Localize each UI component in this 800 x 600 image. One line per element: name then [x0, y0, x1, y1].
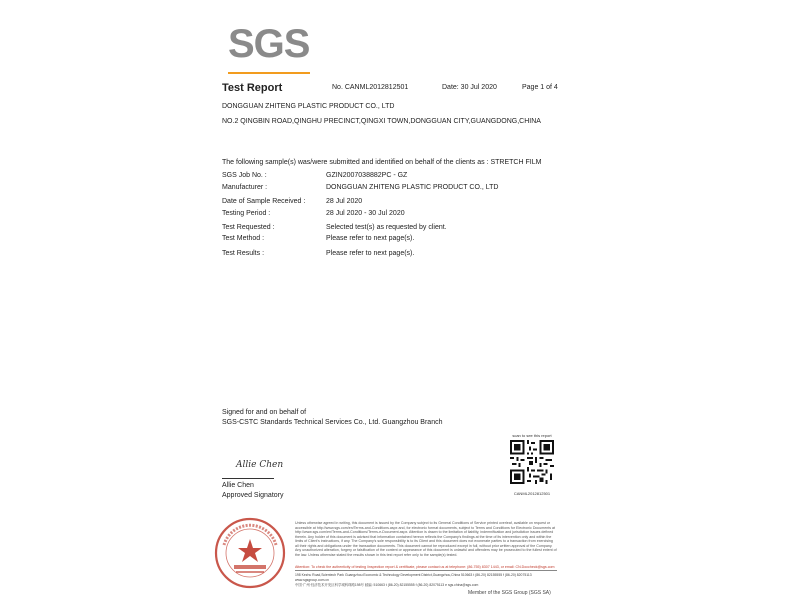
info-label: Test Method : — [222, 235, 265, 242]
qr-number: CANML2012812501 — [513, 491, 551, 496]
info-row-testing-period — [222, 210, 582, 220]
info-value: GZIN2007038882PC - GZ — [326, 172, 408, 179]
signed-on-behalf — [222, 408, 442, 428]
info-row-test-results — [222, 250, 582, 260]
info-value: 28 Jul 2020 - 30 Jul 2020 — [326, 210, 405, 217]
info-label: SGS Job No. : — [222, 172, 267, 179]
info-label: Date of Sample Received : — [222, 198, 306, 205]
report-number: No. CANML2012812501 — [332, 84, 409, 91]
signed-line-2: SGS-CSTC Standards Technical Services Co., Ltd. Guangzhou Branch — [222, 419, 443, 426]
member-note: Member of the SGS Group (SGS SA) — [468, 590, 551, 596]
report-header — [222, 82, 562, 96]
client-address: NO.2 QINGBIN ROAD,QINGHU PRECINCT,QINGXI TOWN,DONGGUAN CITY,GUANGDONG,CHINA — [222, 118, 541, 125]
footer-address-cn: 中国·广州·经济技术开发区科学城科珠路198号 邮编: 510663 t (86-20) 82155555 f (86-20) 82075113 e sgs.china@sgs.com — [295, 583, 479, 587]
info-value: 28 Jul 2020 — [326, 198, 363, 205]
info-label: Testing Period : — [222, 210, 271, 217]
sgs-logo — [228, 22, 310, 70]
terms-fineprint: Unless otherwise agreed in writing, this document is issued by the Company subject to its General Conditions of Service printed overleaf, available on request or accessible at http://www.sgs.com/en/Terms-and-Conditions.aspx and, for electronic format documents, subject to Terms and Conditions for Electronic Documents at http://www.sgs.com/en/Terms-and-Conditions/Terms-e-Document.aspx. Attention is drawn to the limitation of liability, indemnification and jurisdiction issues defined therein. Any holder of this document is advised that information contained hereon reflects the Company's findings at the time of its intervention only and within the limits of Client's instructions, if any. The Company's sole responsibility is to its Client and this document does not exonerate parties to a transaction from exercising all their rights and obligations under the transaction documents. This document cannot be reproduced except in full, without prior written approval of the Company. Any unauthorized alteration, forgery or falsification of the content or appearance of this document is unlawful and offenders may be prosecuted to the fullest extent of the law. Unless otherwise stated the results shown in this test report refer only to the sample(s) tested. — [295, 521, 557, 557]
info-row-job-no — [222, 172, 582, 182]
info-value: Please refer to next page(s). — [326, 250, 415, 257]
signatory-block — [222, 481, 283, 501]
logo-underline — [228, 72, 310, 74]
signed-line-1: Signed for and on behalf of — [222, 409, 307, 416]
client-company: DONGGUAN ZHITENG PLASTIC PRODUCT CO., LTD — [222, 103, 395, 110]
info-row-manufacturer — [222, 184, 582, 194]
footer-address — [295, 573, 557, 588]
qr-block — [510, 433, 554, 496]
footer-address-en: 198 Kezhu Road,Scientech Park Guangzhou Economic & Technology Development District,Guangzhou,China 510663 t (86-20) 82155555 f (86-20) 82075113 www.sgsgroup.com.cn — [295, 573, 532, 582]
info-value: Selected test(s) as requested by client. — [326, 224, 447, 231]
handwritten-signature: Allie Chen — [236, 460, 284, 470]
info-label: Manufacturer : — [222, 184, 268, 191]
info-row-test-method — [222, 235, 582, 245]
attention-note: Attention: To check the authenticity of testing /inspection report & certificate, please contact us at telephone: (86-755) 8307 1443, or email: CN.Doccheck@sgs.com — [295, 565, 555, 569]
page-number: Page 1 of 4 — [522, 84, 558, 91]
company-seal-icon — [212, 515, 288, 591]
footer-divider — [295, 570, 557, 571]
info-label: Test Requested : — [222, 224, 275, 231]
info-label: Test Results : — [222, 250, 265, 257]
info-value: Please refer to next page(s). — [326, 235, 415, 242]
report-title: Test Report — [222, 82, 283, 94]
qr-caption: scan to see this report — [512, 433, 552, 438]
info-row-test-requested — [222, 224, 582, 234]
info-row-date-received — [222, 198, 582, 208]
signature-line — [222, 478, 274, 479]
info-value: DONGGUAN ZHITENG PLASTIC PRODUCT CO., LTD — [326, 184, 499, 191]
qr-code-icon[interactable] — [510, 440, 554, 484]
sample-intro: The following sample(s) was/were submitted and identified on behalf of the clients as : STRETCH FILM — [222, 159, 542, 166]
logo-text: SGS — [228, 22, 310, 66]
signatory-title: Approved Signatory — [222, 492, 284, 499]
report-date: Date: 30 Jul 2020 — [442, 84, 497, 91]
signatory-name: Allie Chen — [222, 482, 254, 489]
